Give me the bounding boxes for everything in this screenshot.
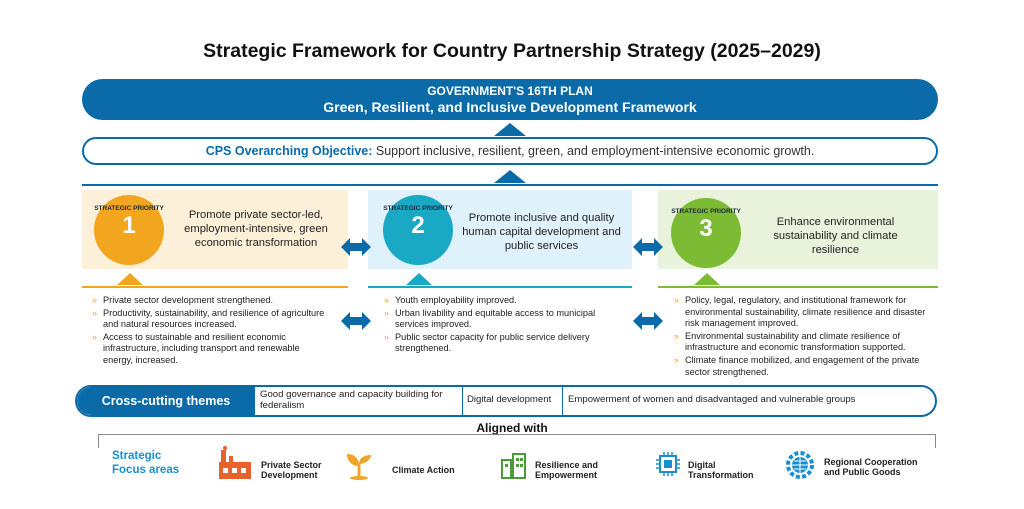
theme-digital: Digital development [467,394,552,405]
priority-1-badge [94,195,164,265]
priority-3-separator [658,286,938,288]
theme-governance: Good governance and capacity building for federalism [260,389,443,411]
theme-empowerment: Empowerment of women and disadvantaged and vulnerable groups [568,394,856,405]
priority-2-badge [383,195,453,265]
page-title: Strategic Framework for Country Partnership Strategy (2025–2029) [203,40,821,62]
outcome-item: » Private sector development strengthened. [92,295,274,305]
priority-3-text: Enhance environmental sustainability and climate resilience [773,216,898,256]
chip-icon [654,450,682,478]
outcome-item: » Youth employability improved. [384,295,517,305]
bullet-arrow-icon: » [674,330,680,341]
outcome-item: » Productivity, sustainability, and resilience of agriculture and natural resources increased. [92,307,325,330]
outcome-item: » Environmental sustainability and climate resilience of infrastructure and economic transformation supported. [674,330,906,353]
cross-cutting-themes-bar [75,385,937,417]
bullet-arrow-icon: » [384,295,390,305]
priority-1-pointer [117,273,143,285]
outcome-item: » Urban livability and equitable access to municipal services improved. [384,307,596,330]
double-arrow-icon [341,237,371,257]
outcome-item: » Public sector capacity for public service delivery strengthened. [384,331,590,354]
priority-2-pointer [406,273,432,285]
priority-2-caption: STRATEGIC PRIORITY [383,205,453,212]
priority-1-number: 1 [122,212,136,239]
outcome-item: » Climate finance mobilized, and engagement of the private sector strengthened. [674,354,920,377]
bullet-arrow-icon: » [674,354,680,365]
buildings-icon [499,450,529,480]
priority-1-text: Promote private sector-led, employment-intensive, green economic transformation [184,209,328,249]
focus-private-sector: Private Sector Development [261,460,322,480]
priority-3-outcomes [674,295,936,379]
cps-objective-box [82,137,938,165]
bullet-arrow-icon: » [92,307,98,318]
cross-cutting-label: Cross-cutting themes [77,387,255,415]
priority-3-caption: STRATEGIC PRIORITY [671,208,741,215]
focus-climate-action: Climate Action [392,465,455,475]
priority-3-number: 3 [699,215,713,242]
priority-2-outcomes [384,295,616,356]
priority-1-separator [82,286,348,288]
focus-digital: Digital Transformation [688,460,754,480]
theme-divider [462,387,463,415]
focus-resilience: Resilience and Empowerment [535,460,599,480]
double-arrow-icon [633,237,663,257]
connector-triangle-up [494,170,526,183]
objective-text: Support inclusive, resilient, green, and employment-intensive economic growth. [372,144,815,158]
bullet-arrow-icon: » [384,307,390,318]
priority-1-caption: STRATEGIC PRIORITY [94,205,164,212]
sprout-icon [344,450,374,480]
aligned-with-label: Aligned with [476,421,548,435]
focus-regional-cooperation: Regional Cooperation and Public Goods [824,457,918,477]
divider-line [82,184,938,186]
outcome-item: » Policy, legal, regulatory, and institutional framework for environmental sustainability, climate resilience and disaster risk management improved. [674,295,926,329]
priority-2-text: Promote inclusive and quality human capital development and public services [462,212,621,252]
focus-areas-title: Strategic Focus areas [112,450,180,476]
double-arrow-icon [633,311,663,331]
priority-2-separator [368,286,632,288]
double-arrow-icon [341,311,371,331]
objective-label: CPS Overarching Objective: [205,144,373,158]
banner-line-2: Green, Resilient, and Inclusive Development Framework [323,99,697,115]
priority-3-pointer [694,273,720,285]
outcome-item: » Access to sustainable and resilient economic infrastructure, including transport and renewable energy, increased. [92,331,300,365]
connector-triangle-up [494,123,526,136]
globe-gear-icon [785,450,815,480]
factory-icon [217,446,253,480]
bullet-arrow-icon: » [674,295,680,305]
bullet-arrow-icon: » [92,331,98,342]
banner-line-1: GOVERNMENT'S 16TH PLAN [427,84,593,98]
government-plan-banner [82,79,938,120]
priority-2-number: 2 [411,212,425,239]
priority-1-outcomes [92,295,332,368]
theme-divider [562,387,563,415]
bullet-arrow-icon: » [92,295,98,305]
bullet-arrow-icon: » [384,331,390,342]
priority-3-badge [671,198,741,268]
